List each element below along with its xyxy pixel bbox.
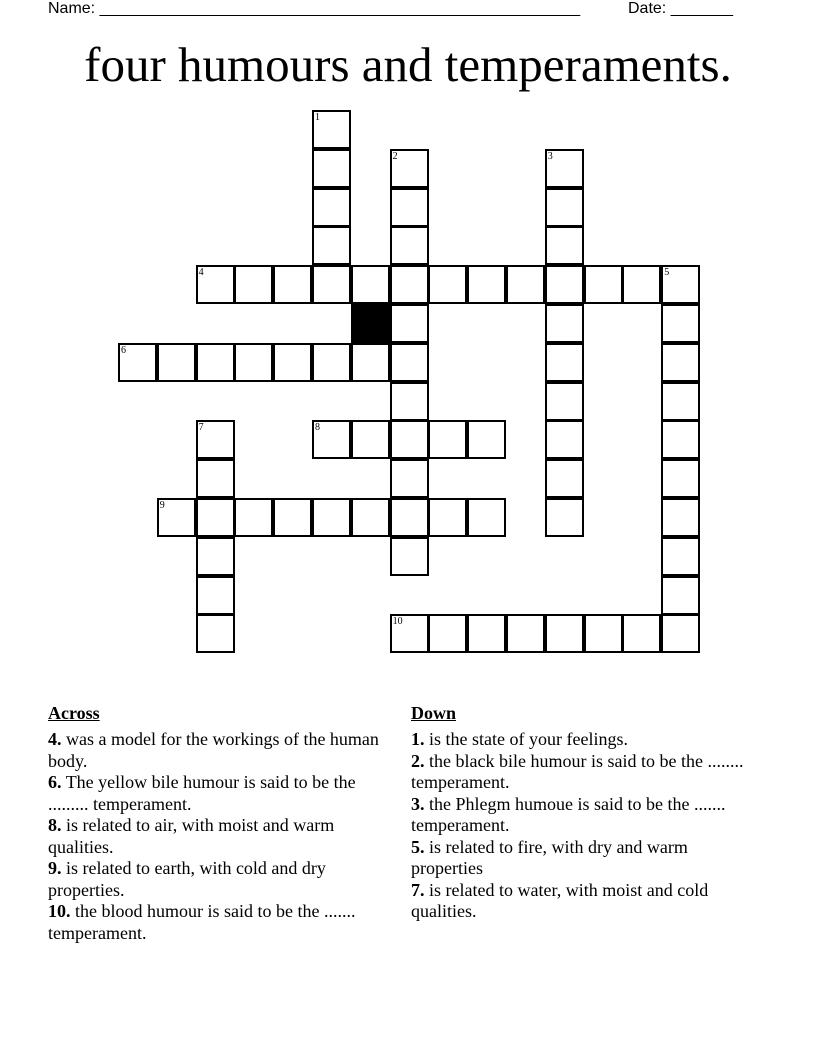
grid-cell[interactable] [196, 343, 235, 382]
grid-cell[interactable] [390, 382, 429, 421]
grid-cell[interactable] [273, 498, 312, 537]
grid-cell[interactable] [196, 614, 235, 653]
grid-cell[interactable] [390, 265, 429, 304]
grid-cell[interactable] [428, 614, 467, 653]
grid-cell[interactable] [157, 498, 196, 537]
grid-cell[interactable] [661, 498, 700, 537]
grid-cell[interactable] [312, 188, 351, 227]
clue-number: 9. [48, 858, 62, 878]
cell-number: 3 [547, 150, 553, 162]
date-field-label[interactable]: Date: _______ [628, 0, 733, 17]
grid-cell[interactable] [661, 304, 700, 343]
clue-down-2 [411, 751, 751, 794]
clue-down-7 [411, 880, 751, 923]
grid-cell[interactable] [661, 537, 700, 576]
grid-cell[interactable] [661, 459, 700, 498]
grid-cell[interactable] [622, 265, 661, 304]
clue-down-3 [411, 794, 751, 837]
grid-cell[interactable] [390, 537, 429, 576]
grid-cell[interactable] [622, 614, 661, 653]
grid-cell[interactable] [312, 110, 351, 149]
grid-cell[interactable] [312, 265, 351, 304]
grid-cell[interactable] [234, 265, 273, 304]
grid-cell[interactable] [234, 343, 273, 382]
clue-down-5 [411, 837, 751, 880]
down-clues [411, 702, 751, 923]
grid-cell[interactable] [661, 382, 700, 421]
grid-cell[interactable] [312, 226, 351, 265]
clue-number: 10. [48, 901, 71, 921]
grid-cell[interactable] [351, 498, 390, 537]
grid-cell[interactable] [661, 265, 700, 304]
cell-number: 2 [392, 150, 398, 162]
clue-down-1 [411, 729, 751, 751]
cell-number: 4 [198, 267, 204, 279]
grid-cell[interactable] [661, 614, 700, 653]
grid-cell[interactable] [196, 576, 235, 615]
grid-cell[interactable] [390, 420, 429, 459]
header [48, 0, 748, 20]
clue-text: is related to fire, with dry and warm properties [411, 836, 688, 878]
grid-cell[interactable] [157, 343, 196, 382]
grid-cell[interactable] [390, 459, 429, 498]
clue-text: is related to earth, with cold and dry properties. [48, 858, 326, 900]
grid-cell[interactable] [196, 420, 235, 459]
grid-cell[interactable] [312, 343, 351, 382]
grid-cell[interactable] [545, 614, 584, 653]
clue-number: 8. [48, 815, 62, 835]
grid-cell[interactable] [661, 343, 700, 382]
grid-cell[interactable] [428, 498, 467, 537]
clue-text: is related to air, with moist and warm qualities. [48, 815, 335, 857]
grid-cell[interactable] [390, 226, 429, 265]
name-field-label[interactable]: Name: ______________________________________________________ [48, 0, 581, 17]
grid-cell[interactable] [351, 265, 390, 304]
grid-cell[interactable] [312, 420, 351, 459]
clue-text: The yellow bile humour is said to be the ......... temperament. [48, 772, 356, 814]
cell-number: 1 [315, 112, 320, 123]
clue-number: 6. [48, 772, 62, 792]
grid-cell[interactable] [118, 343, 157, 382]
grid-cell[interactable] [390, 149, 429, 188]
grid-cell[interactable] [196, 459, 235, 498]
clue-across-8 [48, 815, 388, 858]
grid-cell[interactable] [545, 304, 584, 343]
grid-cell[interactable] [661, 420, 700, 459]
black-cell [351, 304, 390, 343]
grid-cell[interactable] [545, 149, 584, 188]
grid-cell[interactable] [545, 343, 584, 382]
clue-number: 5. [411, 836, 425, 857]
grid-cell[interactable] [467, 614, 506, 653]
clue-number: 7. [411, 879, 425, 900]
grid-cell[interactable] [390, 304, 429, 343]
grid-cell[interactable] [545, 420, 584, 459]
grid-cell[interactable] [196, 537, 235, 576]
grid-cell[interactable] [545, 265, 584, 304]
grid-cell[interactable] [196, 265, 235, 304]
grid-cell[interactable] [390, 188, 429, 227]
cell-number: 8 [315, 422, 320, 434]
grid-cell[interactable] [545, 226, 584, 265]
grid-cell[interactable] [273, 265, 312, 304]
clue-text: was a model for the workings of the human body. [48, 729, 379, 771]
grid-cell[interactable] [467, 420, 506, 459]
cell-number: 9 [159, 500, 165, 511]
grid-cell[interactable] [545, 459, 584, 498]
grid-cell[interactable] [273, 343, 312, 382]
clue-across-4 [48, 729, 388, 772]
clue-number: 4. [48, 729, 62, 749]
clue-text: is related to water, with moist and cold qualities. [411, 879, 709, 921]
grid-cell[interactable] [351, 343, 390, 382]
grid-cell[interactable] [545, 382, 584, 421]
clue-text: the Phlegm humoue is said to be the ....... temperament. [411, 793, 726, 835]
cell-number: 10 [392, 616, 403, 628]
grid-cell[interactable] [196, 498, 235, 537]
clue-number: 1. [411, 729, 425, 749]
grid-cell[interactable] [390, 614, 429, 653]
grid-cell[interactable] [506, 265, 545, 304]
grid-cell[interactable] [390, 343, 429, 382]
grid-cell[interactable] [545, 188, 584, 227]
clue-text: the blood humour is said to be the ....... temperament. [48, 901, 356, 943]
grid-cell[interactable] [312, 498, 351, 537]
grid-cell[interactable] [467, 265, 506, 304]
grid-cell[interactable] [584, 265, 623, 304]
across-heading: Across [48, 703, 100, 723]
grid-cell[interactable] [584, 614, 623, 653]
across-clues [48, 702, 388, 944]
grid-cell[interactable] [506, 614, 545, 653]
grid-cell[interactable] [312, 149, 351, 188]
down-heading: Down [411, 703, 457, 723]
clue-across-9 [48, 858, 388, 901]
grid-cell[interactable] [467, 498, 506, 537]
clue-number: 3. [411, 793, 425, 814]
cell-number: 7 [198, 422, 204, 434]
grid-cell[interactable] [428, 420, 467, 459]
grid-cell[interactable] [428, 265, 467, 304]
page-title: four humours and temperaments. [84, 37, 732, 92]
clue-number: 2. [411, 750, 425, 771]
clue-text: the black bile humour is said to be the ........ temperament. [411, 750, 744, 792]
grid-cell[interactable] [661, 576, 700, 615]
grid-cell[interactable] [390, 498, 429, 537]
grid-cell[interactable] [351, 420, 390, 459]
clue-text: is the state of your feelings. [429, 729, 628, 749]
clue-across-6 [48, 772, 388, 815]
grid-cell[interactable] [234, 498, 273, 537]
grid-cell[interactable] [545, 498, 584, 537]
cell-number: 6 [121, 344, 126, 356]
cell-number: 5 [664, 267, 670, 279]
clue-across-10 [48, 901, 388, 944]
